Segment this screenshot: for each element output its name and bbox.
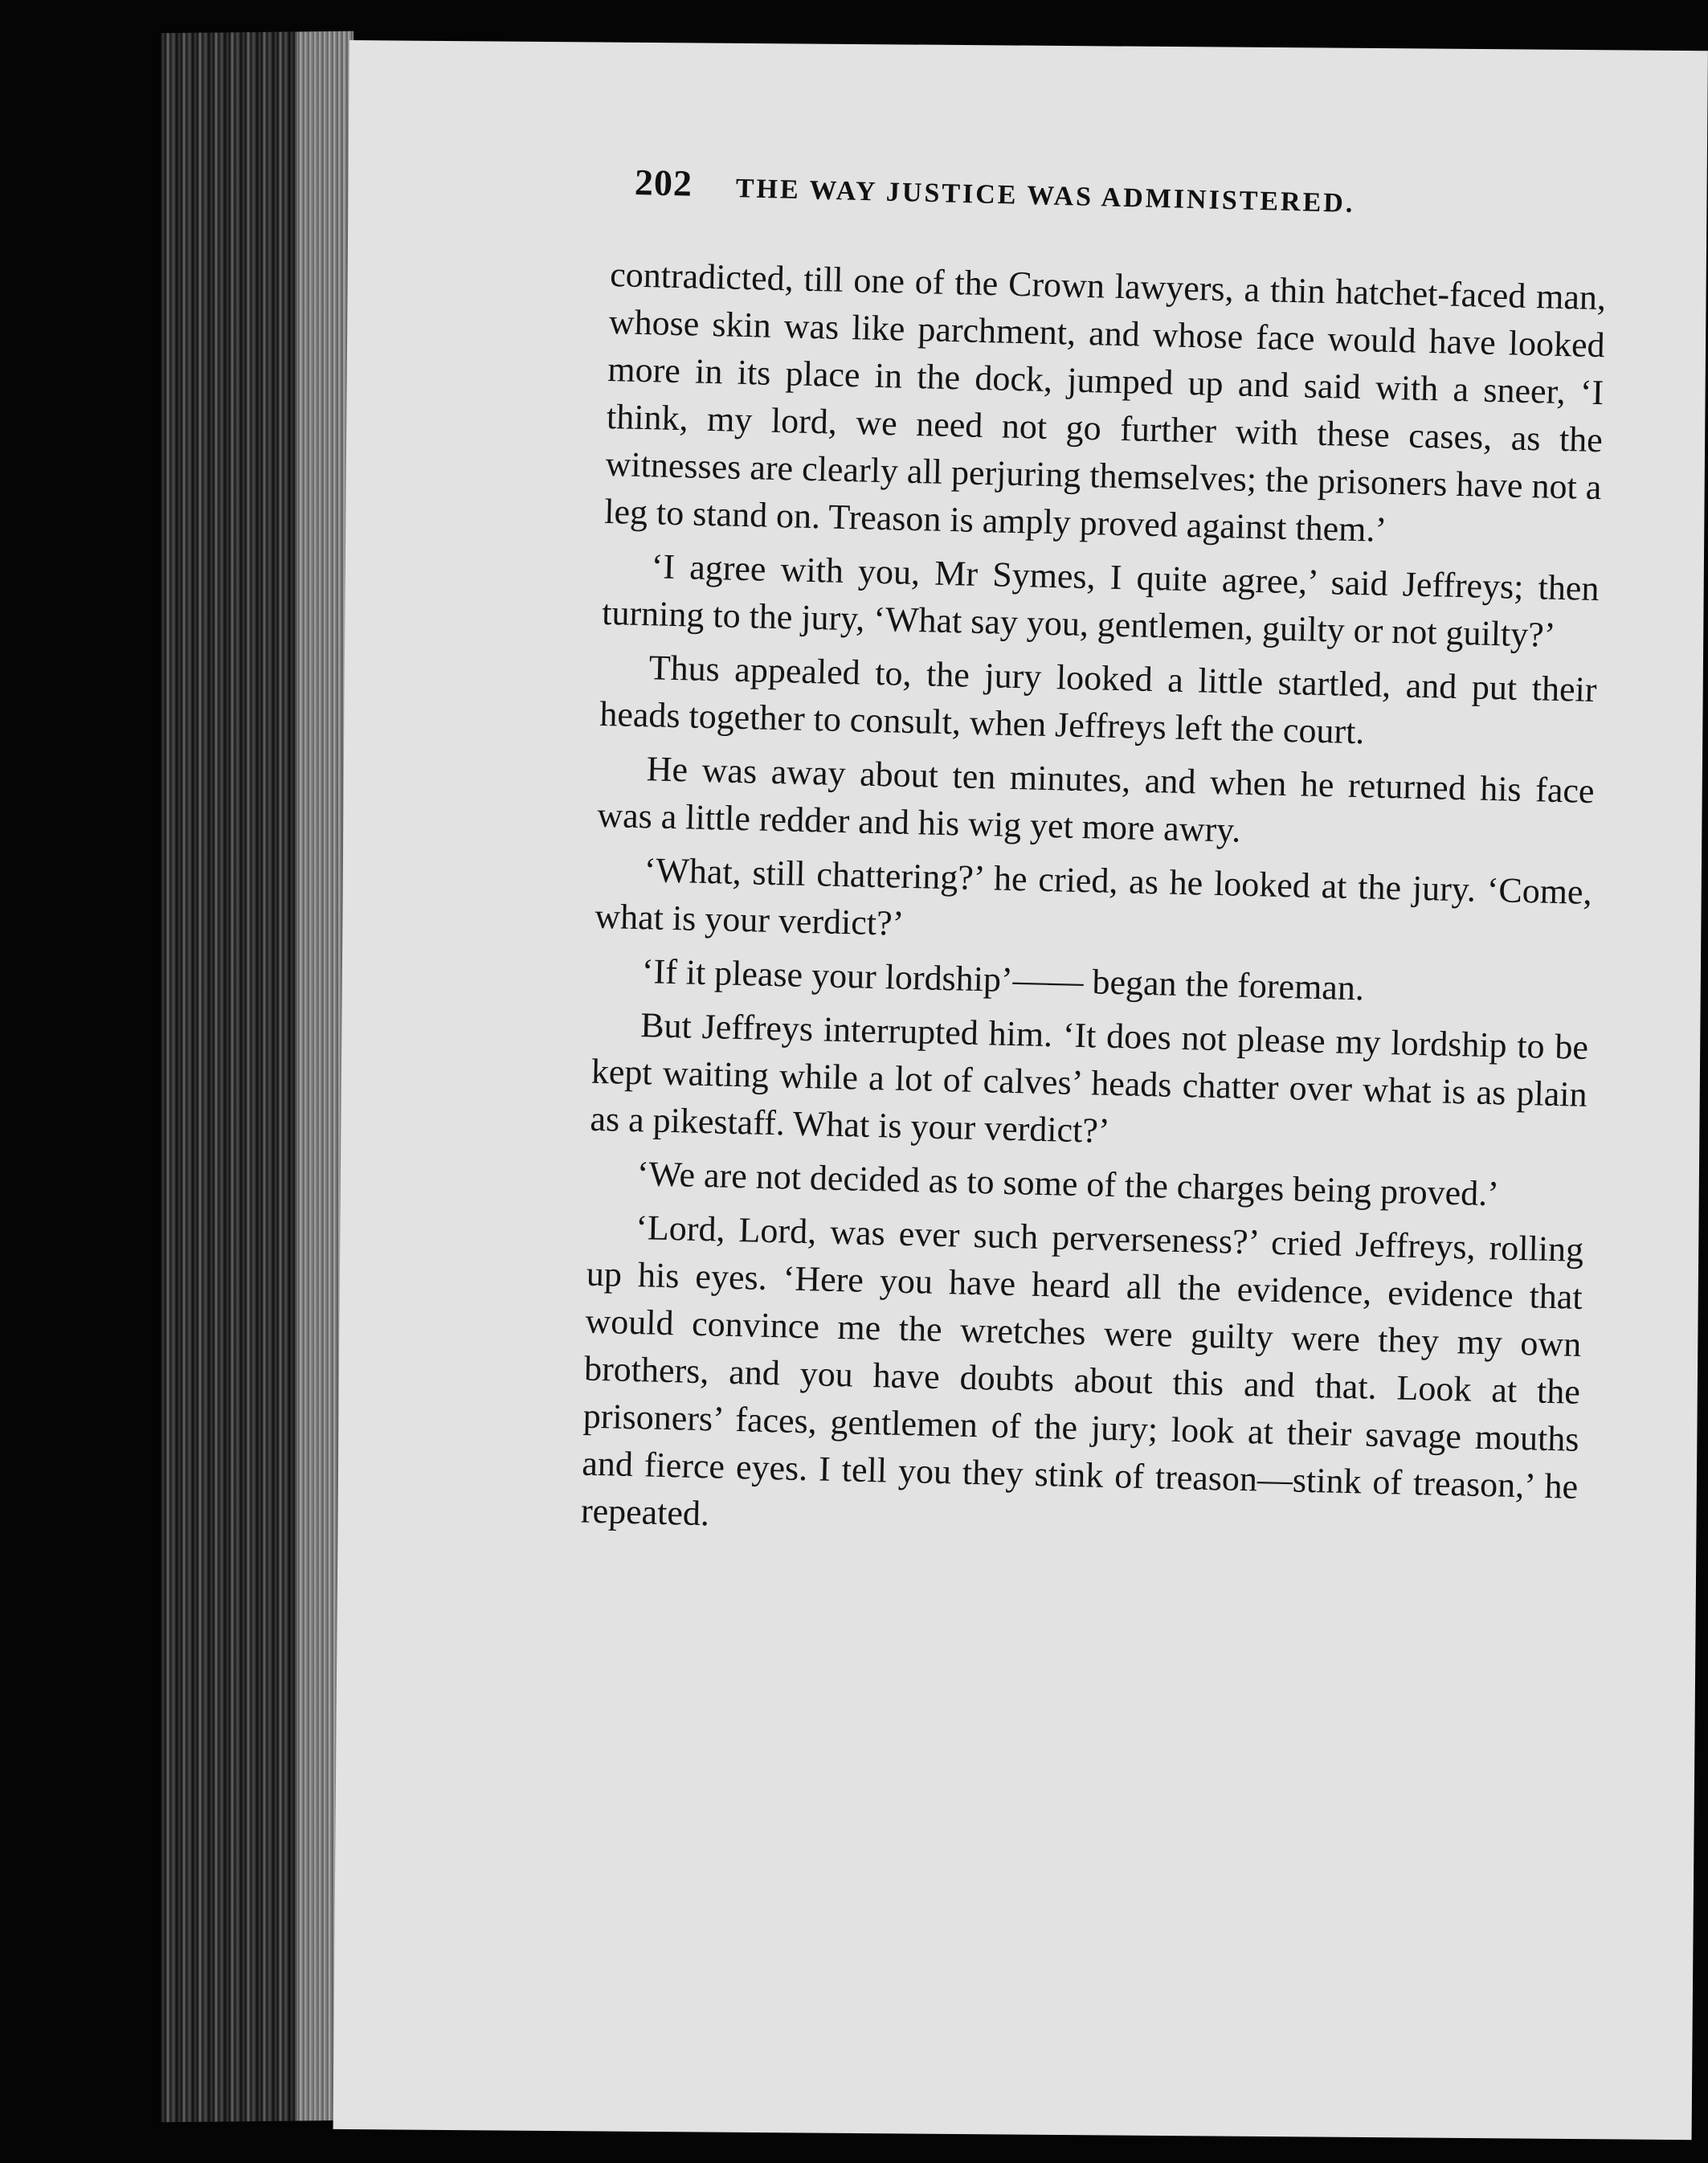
body-text	[580, 251, 1606, 1564]
page-number: 202	[634, 162, 693, 204]
running-head-title: THE WAY JUSTICE WAS ADMINISTERED.	[735, 174, 1355, 219]
paragraph: ‘What, still chattering?’ he cried, as he looked at the jury. ‘Come, what is your verdict?’	[594, 850, 1593, 943]
paragraph: ‘If it please your lordship’—— began the foreman.	[641, 951, 1365, 1008]
paragraph: But Jeffreys interrupted him. ‘It does not please my lordship to be kept waiting while a lot of calves’ heads chatter over what is as plain as a pikestaff. What is your verdict?’	[589, 1005, 1589, 1151]
paragraph: ‘I agree with you, Mr Symes, I quite agree,’ said Jeffreys; then turning to the jury, ‘What say you, gentlemen, guilty or not guilty?’	[601, 546, 1600, 655]
book-page-edges	[161, 31, 353, 2123]
paragraph: ‘Lord, Lord, was ever such perverseness?’ cried Jeffreys, rolling up his eyes. ‘Here you have heard all the evidence, evidence that would convince me the wretches were guilty were they my own brothers, and you have doubts about this and that. Look at the prisoners’ faces, gentlemen of the jury; look at their savage mouths and fierce eyes. I tell you they stink of treason—stink of treason,’ he repeated.	[580, 1208, 1584, 1534]
paragraph: Thus appealed to, the jury looked a little startled, and put their heads together to consult, when Jeffreys left the court.	[599, 648, 1598, 752]
paragraph: ‘We are not decided as to some of the charges being proved.’	[636, 1154, 1500, 1214]
paragraph: He was away about ten minutes, and when he returned his face was a little redder and his wig yet more awry.	[596, 749, 1596, 850]
paragraph: contradicted, till one of the Crown lawyers, a thin hatchet-faced man, whose skin was like parchment, and whose face would have looked more in its place in the dock, jumped up and said with a sneer, ‘I think, my lord, we need not go further with these cases, as the witnesses are clearly all perjuring themselves; the prisoners have not a leg to stand on. Treason is amply proved against them.’	[603, 254, 1607, 550]
